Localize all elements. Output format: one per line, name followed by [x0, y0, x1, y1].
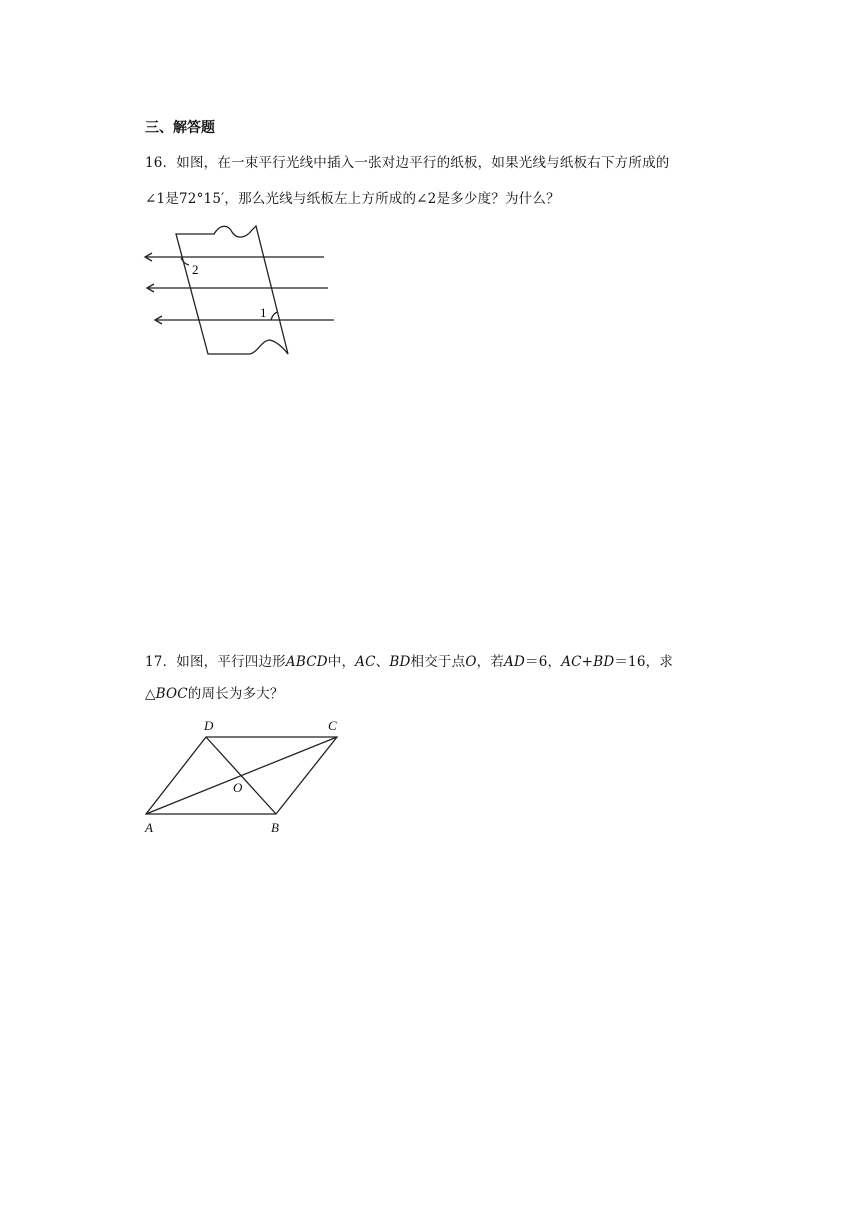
q17-sep: 、	[375, 654, 390, 670]
q17-abcd: ABCD	[285, 654, 328, 670]
q17-text-c: 相交于点	[410, 654, 466, 670]
q17-text-f: ＝16，求	[614, 654, 674, 670]
q17-text-e: ＝6，	[525, 654, 562, 670]
q17-line2	[145, 682, 284, 702]
q16-figure	[138, 220, 343, 360]
q16-angle1-label: 1	[260, 305, 267, 320]
q17-text-b: 中，	[327, 654, 356, 670]
section-title: 三、解答题	[145, 120, 215, 136]
q17-ac: AC	[355, 654, 376, 670]
q16-angle2-label: 2	[192, 262, 199, 277]
q17-bd: BD	[389, 654, 411, 670]
q17-label-b: B	[271, 820, 279, 835]
q17-triangle-symbol: △	[145, 686, 156, 702]
q17-text-a: 如图，平行四边形	[176, 654, 286, 670]
q17-acbd: AC+BD	[561, 654, 615, 670]
q16-angle2-arc	[181, 258, 189, 265]
q16-cardboard	[176, 226, 288, 354]
q17-label-a: A	[145, 820, 153, 835]
q17-line1	[145, 650, 673, 670]
q16-text-line1: 如图，在一束平行光线中插入一张对边平行的纸板，如果光线与纸板右下方所成的	[176, 155, 670, 171]
q17-label-d: D	[204, 718, 214, 733]
q17-label-o: O	[233, 780, 243, 795]
q17-label-c: C	[328, 718, 337, 733]
q17-text-d: ，若	[476, 654, 505, 670]
q16-angle1-arc	[271, 312, 278, 320]
q17-diagonal-bd	[206, 737, 276, 814]
q16-line1	[145, 151, 669, 171]
q16-text-line2: ∠1是72°15′，那么光线与纸板左上方所成的∠2是多少度？为什么？	[145, 191, 560, 207]
q17-number: 17．	[145, 654, 177, 670]
q17-boc: BOC	[155, 686, 188, 702]
q17-figure	[140, 712, 350, 842]
q17-text-rest: 的周长为多大？	[187, 686, 284, 702]
q17-o: O	[465, 654, 477, 670]
q16-number: 16．	[145, 155, 177, 171]
q17-ad: AD	[504, 654, 525, 670]
